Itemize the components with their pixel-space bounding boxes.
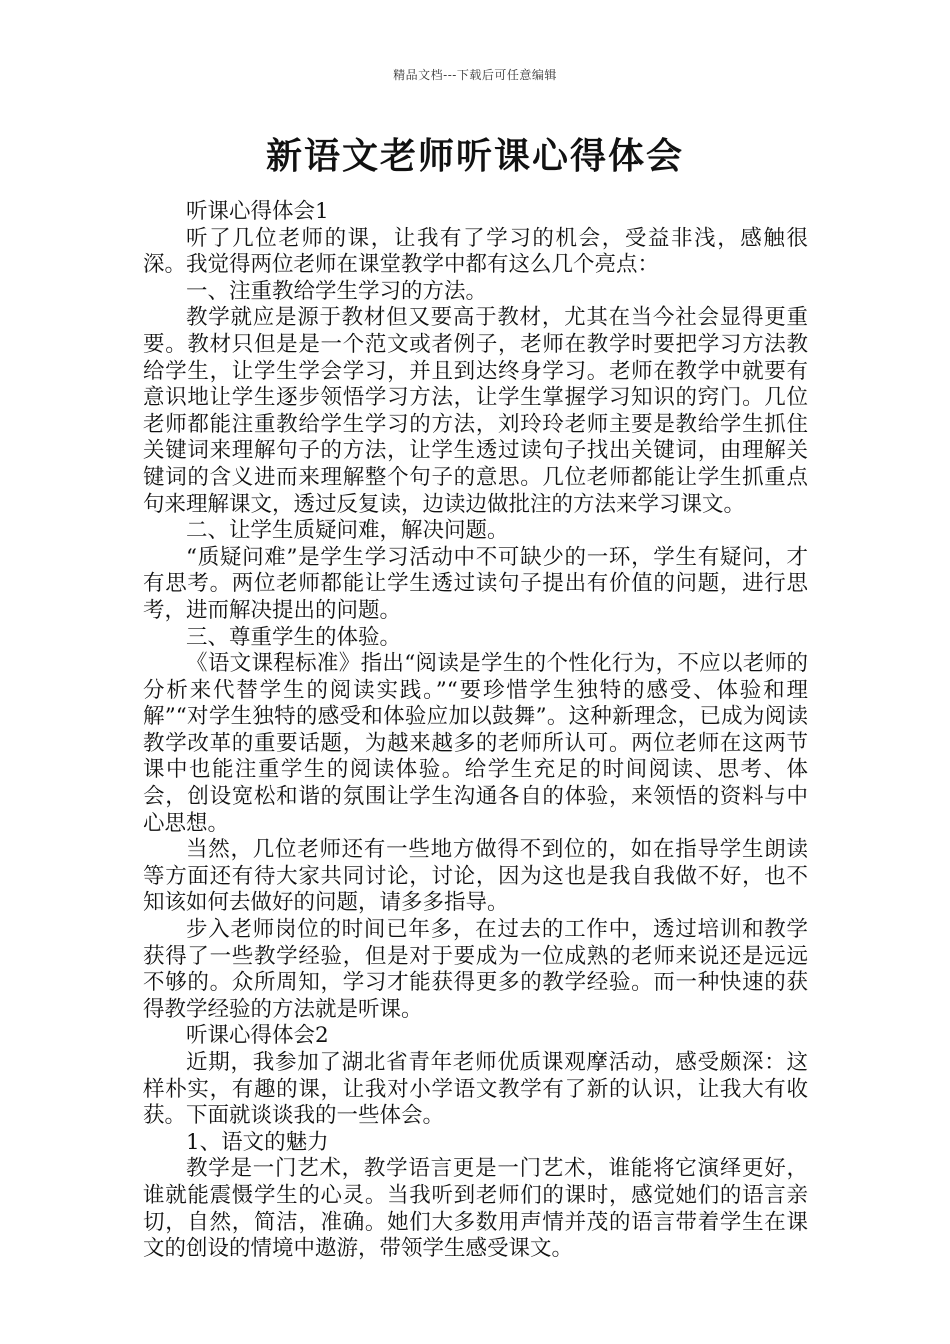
paragraph: 教学就应是源于教材但又要高于教材，尤其在当今社会显得更重要。教材只但是是一个范文或者例子，老师在教学时要把学习方法教给学生，让学生学会学习，并且到达终身学习。老师在教学中就要有意识地让学生逐步领悟学习方法，让学生掌握学习知识的窍门。几位老师都能注重教给学生学习的方法，刘玲玲老师主要是教给学生抓住关键词来理解句子的方法，让学生透过读句子找出关键词，由理解关键词的含义进而来理解整个句子的意思。几位老师都能让学生抓重点句来理解课文，透过反复读，边读边做批注的方法来学习课文。 [143, 305, 808, 517]
paragraph: 听了几位老师的课，让我有了学习的机会，受益非浅，感触很深。我觉得两位老师在课堂教学中都有这么几个亮点： [143, 225, 808, 278]
paragraph: 当然，几位老师还有一些地方做得不到位的，如在指导学生朗读等方面还有待大家共同讨论，讨论，因为这也是我自我做不好，也不知该如何去做好的问题，请多多指导。 [143, 837, 808, 916]
page-header-note: 精品文档---下载后可任意编辑 [393, 68, 557, 82]
section-heading-1: 听课心得体会1 [186, 199, 329, 224]
paragraph: 步入老师岗位的时间已年多，在过去的工作中，透过培训和教学获得了一些教学经验，但是对于要成为一位成熟的老师来说还是远远不够的。众所周知，学习才能获得更多的教学经验。而一种快速的获得教学经验的方法就是听课。 [143, 917, 808, 1022]
paragraph: 近期，我参加了湖北省青年老师优质课观摩活动，感受颇深：这样朴实，有趣的课，让我对小学语文教学有了新的认识，让我大有收获。下面就谈谈我的一些体会。 [143, 1050, 808, 1129]
subheading: 三、尊重学生的体验。 [186, 624, 402, 650]
paragraph: 《语文课程标准》指出“阅读是学生的个性化行为，不应以老师的分析来代替学生的阅读实践。”“要珍惜学生独特的感受、体验和理解”“对学生独特的感受和体验应加以鼓舞”。这种新理念，已成为阅读教学改革的重要话题，为越来越多的老师所认可。两位老师在这两节课中也能注重学生的阅读体验。给学生充足的时间阅读、思考、体会，创设宽松和谐的氛围让学生沟通各自的体验，来领悟的资料与中心思想。 [143, 651, 808, 836]
subheading: 二、让学生质疑问难，解决问题。 [186, 518, 509, 544]
subheading: 一、注重教给学生学习的方法。 [186, 278, 488, 304]
document-body [143, 199, 808, 1263]
paragraph: 教学是一门艺术，教学语言更是一门艺术，谁能将它演绎更好，谁就能震慑学生的心灵。当我听到老师们的课时，感觉她们的语言亲切，自然，简洁，准确。她们大多数用声情并茂的语言带着学生在课文的创设的情境中遨游，带领学生感受课文。 [143, 1156, 808, 1262]
paragraph: “质疑问难”是学生学习活动中不可缺少的一环，学生有疑问，才有思考。两位老师都能让学生透过读句子提出有价值的问题，进行思考，进而解决提出的问题。 [143, 544, 808, 623]
section-heading-2: 听课心得体会2 [186, 1023, 329, 1049]
subheading: 1、语文的魅力 [186, 1129, 329, 1155]
document-title: 新语文老师听课心得体会 [265, 135, 684, 177]
